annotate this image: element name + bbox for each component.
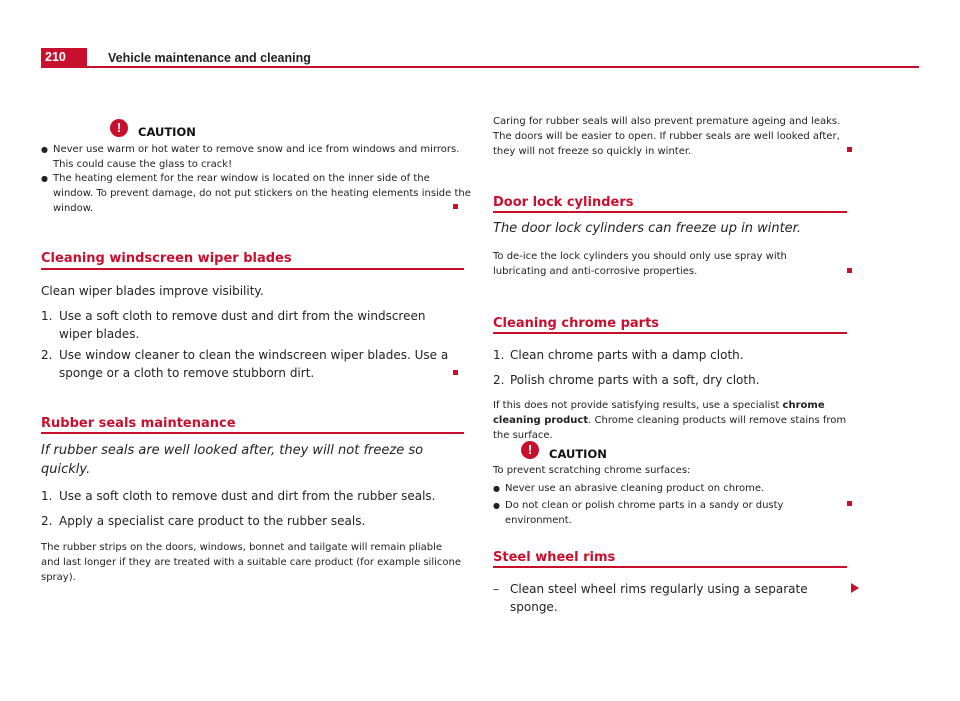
rubber-subtitle: If rubber seals are well looked after, they will not freeze so quickly. — [41, 443, 424, 477]
chrome-step-2: Polish chrome parts with a soft, dry cloth. — [510, 373, 760, 387]
page-number-badge — [41, 48, 87, 68]
rubber-continued: Caring for rubber seals will also prevent premature ageing and leaks. The doors will be easier to open. If rubber seals are well looked after, they will not freeze so quickly in winter. — [493, 116, 841, 157]
caution-bullet: ● Never use an abrasive cleaning product on chrome. — [493, 481, 847, 496]
lock-subtitle: The door lock cylinders can freeze up in winter. — [493, 221, 801, 236]
step-number: 1. — [41, 489, 53, 503]
caution-bullet: ● The heating element for the rear window is located on the inner side of the window. To prevent damage, do not put stickers on the heating elements inside the window. — [41, 171, 473, 216]
step-number: 2. — [41, 348, 53, 362]
step-number: 2. — [493, 373, 505, 387]
section-heading-steel: Steel wheel rims — [493, 550, 616, 565]
page-title: Vehicle maintenance and cleaning — [108, 51, 311, 65]
list-dash: – — [493, 582, 499, 596]
rubber-step-2: Apply a specialist care product to the rubber seals. — [59, 514, 366, 528]
step-number: 2. — [41, 514, 53, 528]
caution-label: CAUTION — [138, 125, 196, 139]
wiper-step-1: Use a soft cloth to remove dust and dirt from the windscreen wiper blades. — [59, 309, 426, 341]
step-number: 1. — [41, 309, 53, 323]
caution-bullet: ● Do not clean or polish chrome parts in a sandy or dusty environment. — [493, 498, 847, 528]
section-end-mark — [453, 204, 458, 209]
caution-bullet: ● Never use warm or hot water to remove snow and ice from windows and mirrors. This could cause the glass to crack! — [41, 142, 473, 172]
chrome-text-part: . Chrome cleaning products will remove stains from the surface. — [493, 415, 847, 441]
section-heading-lock: Door lock cylinders — [493, 195, 634, 210]
section-end-mark — [847, 268, 852, 273]
rubber-note: The rubber strips on the doors, windows, bonnet and tailgate will remain pliable and last longer if they are treated with a suitable care product (for example silicone spray). — [41, 542, 461, 583]
heading-rule — [41, 432, 464, 434]
caution-intro: To prevent scratching chrome surfaces: — [493, 465, 691, 476]
chrome-step-1: Clean chrome parts with a damp cloth. — [510, 348, 744, 362]
heading-rule — [493, 211, 847, 213]
steel-item: Clean steel wheel rims regularly using a separate sponge. — [510, 582, 808, 614]
wiper-intro: Clean wiper blades improve visibility. — [41, 284, 264, 298]
wiper-step-2: Use window cleaner to clean the windscreen wiper blades. Use a sponge or a cloth to remove stubborn dirt. — [59, 348, 449, 380]
heading-rule — [493, 566, 847, 568]
section-end-mark — [453, 370, 458, 375]
chrome-text-bold: chrome cleaning product — [493, 400, 825, 426]
caution-icon: ! — [110, 119, 128, 137]
page-number: 210 — [45, 50, 66, 64]
chrome-text — [493, 398, 847, 443]
caution-icon: ! — [521, 441, 539, 459]
section-heading-chrome: Cleaning chrome parts — [493, 316, 660, 331]
arrow-right-icon — [851, 583, 859, 593]
chrome-text-part: If this does not provide satisfying results, use a specialist — [493, 400, 783, 411]
rubber-step-1: Use a soft cloth to remove dust and dirt from the rubber seals. — [59, 489, 436, 503]
lock-text: To de-ice the lock cylinders you should only use spray with lubricating and anti-corrosive properties. — [493, 251, 787, 277]
caution-label: CAUTION — [549, 447, 607, 461]
section-end-mark — [847, 501, 852, 506]
step-number: 1. — [493, 348, 505, 362]
heading-rule — [41, 268, 464, 270]
section-heading-wiper: Cleaning windscreen wiper blades — [41, 251, 292, 266]
heading-rule — [493, 332, 847, 334]
section-end-mark — [847, 147, 852, 152]
header-rule — [87, 66, 919, 68]
section-heading-rubber: Rubber seals maintenance — [41, 416, 236, 431]
